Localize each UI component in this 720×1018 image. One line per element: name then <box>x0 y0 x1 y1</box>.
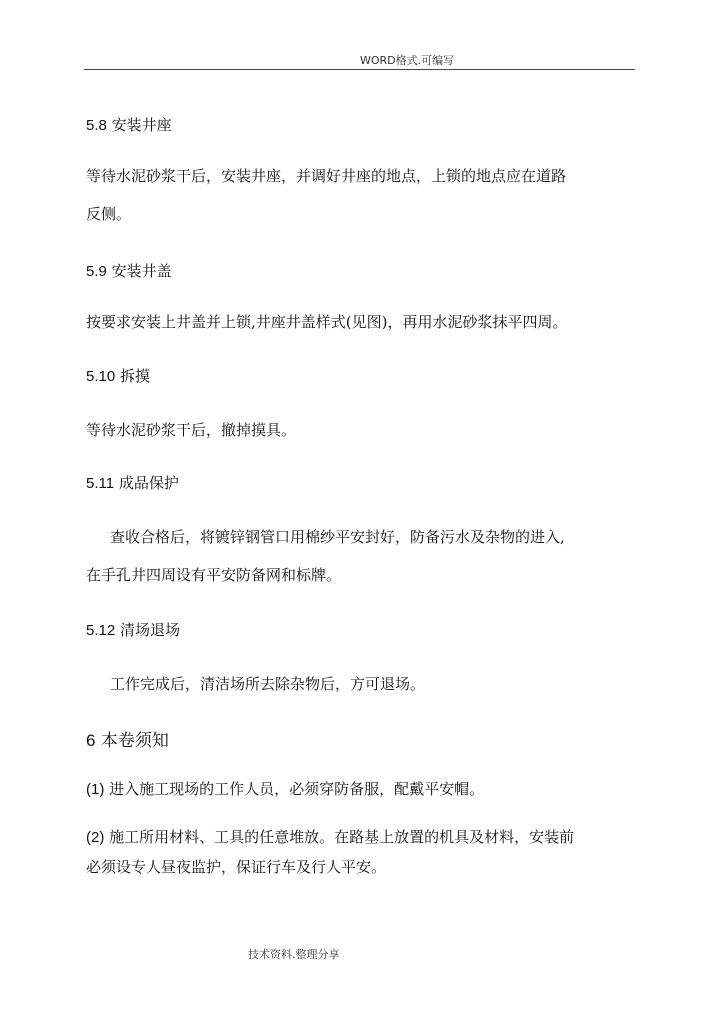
section-body-5-9 <box>86 303 606 341</box>
section-title: 本卷须知 <box>100 731 169 751</box>
note-text: 施工所用材料、工具的任意堆放。在路基上放置的机具及材料，安装前 <box>109 828 575 846</box>
section-body-5-12 <box>110 665 630 703</box>
section-title: 安装井盖 <box>111 262 172 280</box>
section-number: 5.10 <box>86 368 116 385</box>
section-heading-5-8 <box>86 114 172 135</box>
section-heading-6 <box>86 726 169 751</box>
section-title: 清场退场 <box>119 621 180 639</box>
section-body-5-11 <box>86 518 606 594</box>
note-text: 进入施工现场的工作人员，必须穿防备服，配戴平安帽。 <box>109 780 485 798</box>
section-number: 5.9 <box>86 263 107 280</box>
header-divider <box>84 69 635 70</box>
section-heading-5-12 <box>86 619 180 640</box>
note-line <box>86 770 606 808</box>
section-number: 6 <box>86 731 96 750</box>
paragraph-line: 等待水泥砂浆干后，安装井座，并调好井座的地点，上锁的地点应在道路 <box>86 167 567 185</box>
section-title: 拆摸 <box>119 367 150 385</box>
paragraph-line: 按要求安装上井盖并上锁,井座井盖样式(见图)，再用水泥砂浆抹平四周。 <box>86 313 568 331</box>
page-footer: 技术资料.整理分享 <box>248 948 340 961</box>
note-number: (2) <box>86 829 105 846</box>
note-item-1 <box>86 770 606 808</box>
section-number: 5.8 <box>86 117 107 134</box>
section-number: 5.12 <box>86 622 116 639</box>
section-title: 安装井座 <box>111 116 172 134</box>
section-body-5-10 <box>86 411 606 449</box>
section-heading-5-10 <box>86 365 150 386</box>
section-body-5-8 <box>86 157 606 233</box>
section-heading-5-11 <box>86 472 179 493</box>
paragraph-line: 等待水泥砂浆干后，撤掉摸具。 <box>86 421 297 439</box>
note-line: 必须设专人昼夜监护，保证行车及行人平安。 <box>86 858 387 876</box>
note-item-2 <box>86 818 606 886</box>
paragraph-line: 在手孔井四周设有平安防备网和标牌。 <box>86 566 342 584</box>
note-number: (1) <box>86 781 105 798</box>
paragraph-line: 查收合格后，将镀锌钢管口用棉纱平安封好，防备污水及杂物的进入, <box>110 528 565 546</box>
section-title: 成品保护 <box>118 474 179 492</box>
section-heading-5-9 <box>86 260 172 281</box>
section-number: 5.11 <box>86 475 115 492</box>
paragraph-line: 工作完成后，清洁场所去除杂物后，方可退场。 <box>110 675 426 693</box>
paragraph-line: 反侧。 <box>86 205 132 223</box>
page-header: WORD格式.可编写 <box>360 54 455 67</box>
